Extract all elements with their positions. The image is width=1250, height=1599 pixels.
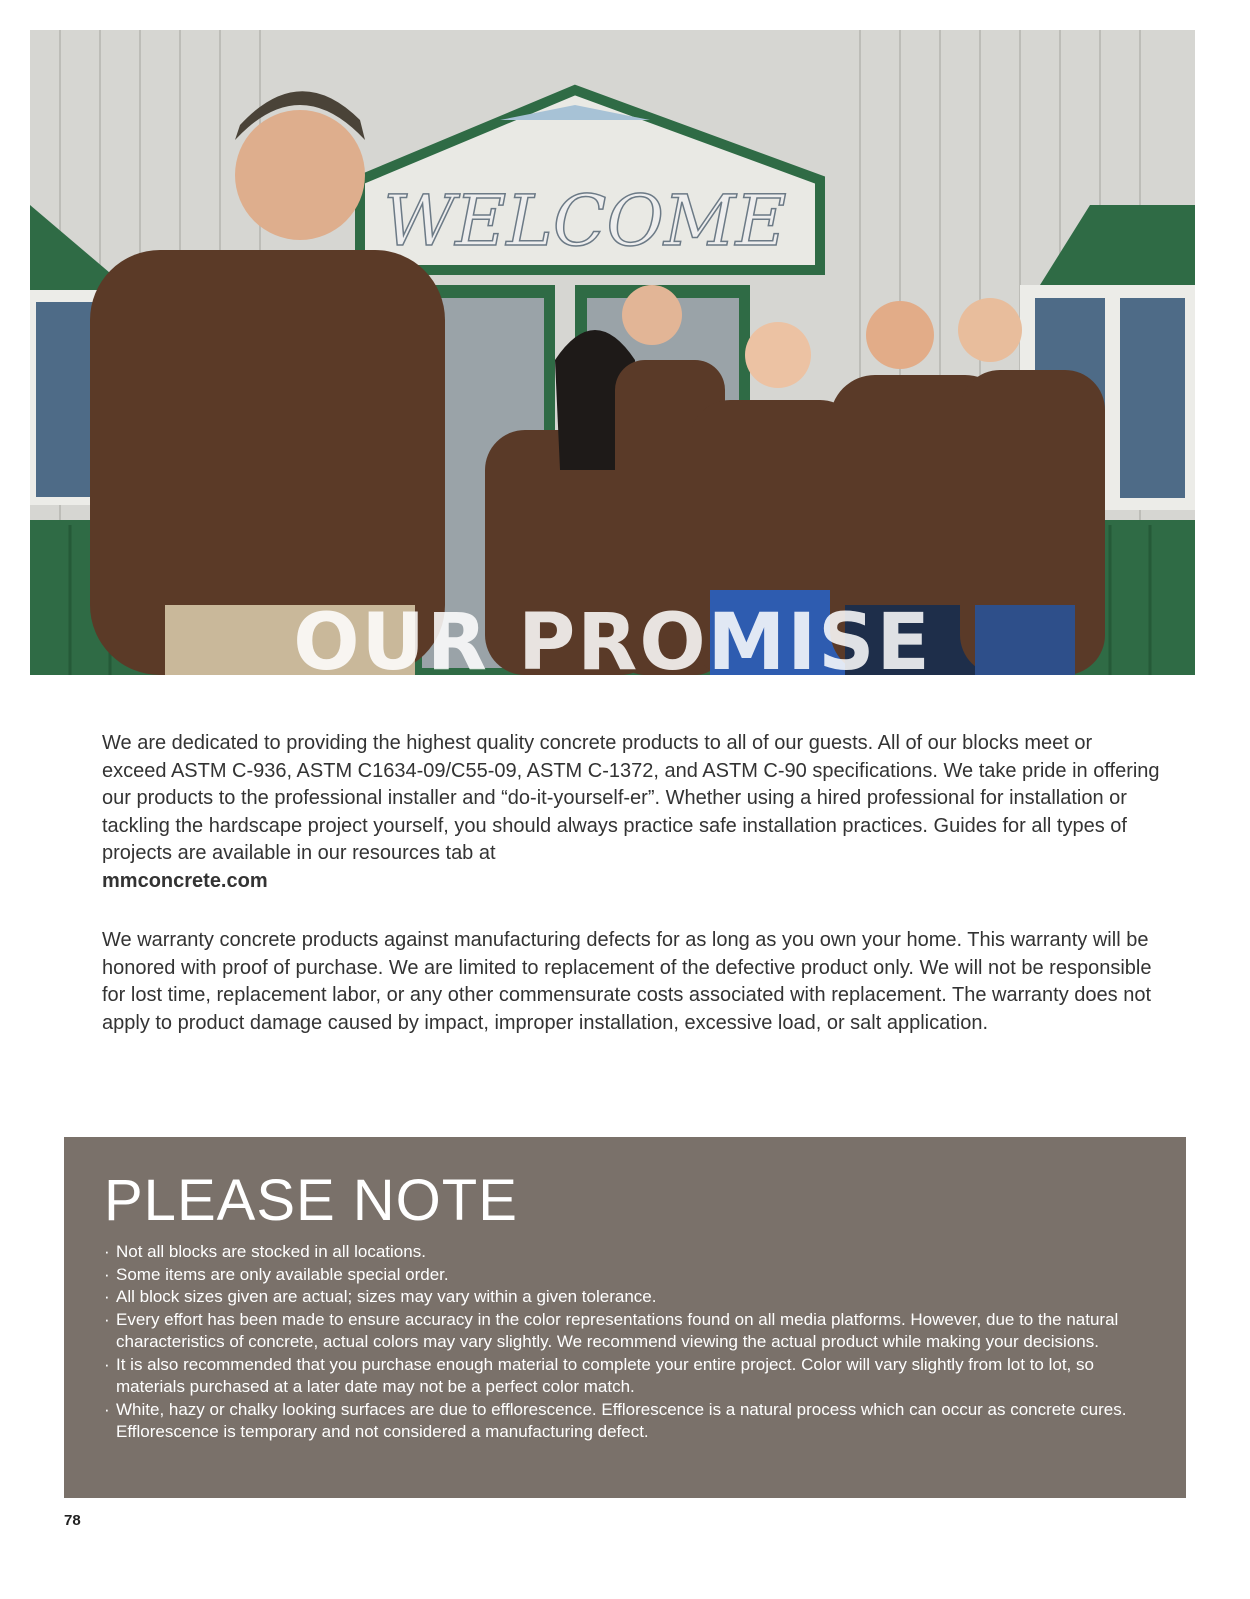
- note-item: · It is also recommended that you purchase enough material to complete your entire project. Color will vary slightly from lot to lot, so materials purchased at a later date may not be a perfect color match.: [104, 1354, 1149, 1399]
- please-note-title: PLEASE NOTE: [104, 1168, 518, 1233]
- note-item: · All block sizes given are actual; sizes may vary within a given tolerance.: [104, 1286, 1149, 1309]
- note-item: · Not all blocks are stocked in all locations.: [104, 1241, 1149, 1264]
- please-note-box: [64, 1137, 1186, 1498]
- note-item: · White, hazy or chalky looking surfaces are due to efflorescence. Efflorescence is a natural process which can occur as concrete cures. Efflorescence is temporary and not considered a manufacturing defect.: [104, 1399, 1149, 1444]
- intro-text: We are dedicated to providing the highest quality concrete products to all of our guests. All of our blocks meet or exceed ASTM C-936, ASTM C1634-09/C55-09, ASTM C-1372, and ASTM C-90 specifications. We take pride in offering our products to the professional installer and “do-it-yourself-er”. Whether using a hired professional for installation or tackling the hardscape project yourself, you should always practice safe installation practices. Guides for all types of projects are available in our resources tab at: [102, 732, 1160, 864]
- page-number: 78: [64, 1512, 81, 1529]
- website-link[interactable]: mmconcrete.com: [102, 869, 268, 892]
- warranty-paragraph: We warranty concrete products against manufacturing defects for as long as you own your home. This warranty will be honored with proof of purchase. We are limited to replacement of the defective product only. We will not be responsible for lost time, replacement labor, or any other commensurate costs associated with replacement. The warranty does not apply to product damage caused by impact, improper installation, excessive load, or salt application.: [102, 929, 1152, 1034]
- intro-paragraph: [102, 730, 1162, 895]
- team-photo-illustration: [30, 30, 1195, 675]
- note-item: · Every effort has been made to ensure accuracy in the color representations found on all media platforms. However, due to the natural characteristics of concrete, actual colors may vary slightly. We recommend viewing the actual product while making your decisions.: [104, 1309, 1149, 1354]
- hero-title: OUR PROMISE: [293, 598, 932, 675]
- note-item: · Some items are only available special order.: [104, 1264, 1149, 1287]
- hero-photo: [30, 30, 1195, 675]
- welcome-sign: WELCOME: [383, 180, 787, 262]
- please-note-list: [104, 1241, 1149, 1444]
